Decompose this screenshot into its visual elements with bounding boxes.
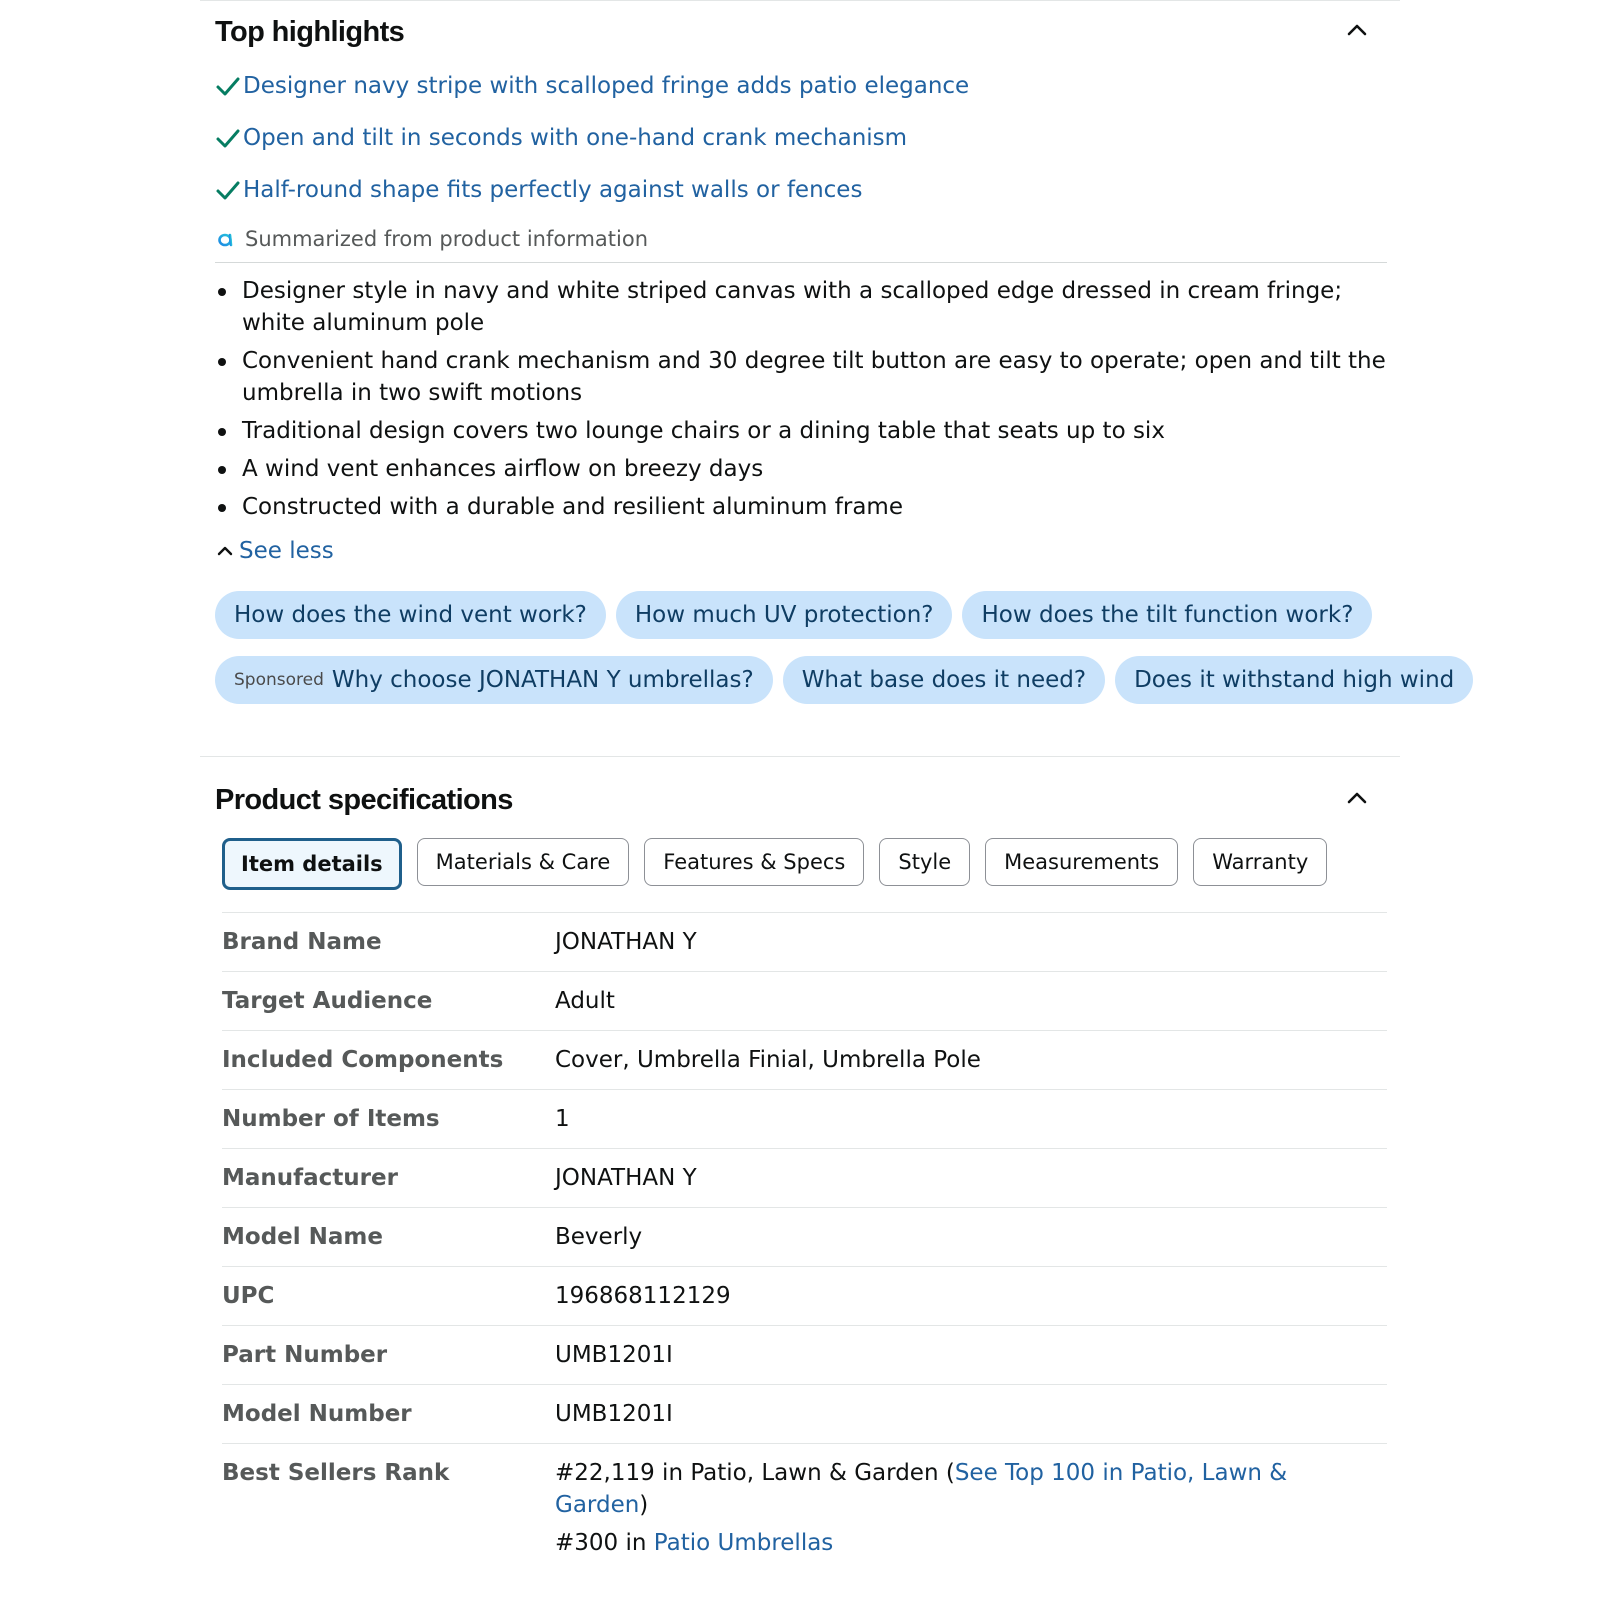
tab-warranty[interactable]: Warranty (1193, 838, 1327, 886)
tab-materials-care[interactable]: Materials & Care (417, 838, 630, 886)
collapse-highlights-button[interactable] (1341, 14, 1373, 46)
table-row (222, 1444, 1387, 1573)
section-title-product-specifications: Product specifications (215, 784, 513, 816)
tab-measurements[interactable]: Measurements (985, 838, 1178, 886)
section-title-top-highlights: Top highlights (215, 16, 405, 48)
spec-key: Target Audience (222, 988, 433, 1014)
chevron-up-icon (215, 541, 235, 561)
feature-bullets (215, 263, 1387, 523)
spec-key: Model Name (222, 1224, 383, 1250)
spec-table (222, 912, 1387, 1572)
table-row (222, 1326, 1387, 1385)
rank-text: #300 in (555, 1530, 654, 1556)
sponsored-chip[interactable] (215, 656, 773, 704)
table-row (222, 972, 1387, 1031)
rank-line (555, 1527, 1387, 1559)
ai-sparkle-icon (215, 228, 237, 250)
spec-key: Best Sellers Rank (222, 1460, 450, 1486)
table-row (222, 1149, 1387, 1208)
product-specifications-section (215, 768, 1387, 1572)
rank-line (555, 1457, 1387, 1521)
table-row (222, 1090, 1387, 1149)
spec-key: Model Number (222, 1401, 412, 1427)
table-row (222, 1385, 1387, 1444)
section-divider (200, 756, 1400, 757)
category-link[interactable]: Patio Umbrellas (653, 1530, 834, 1556)
bullet-item: A wind vent enhances airflow on breezy days (215, 453, 1387, 485)
highlight-item[interactable] (215, 60, 1387, 112)
spec-key: Manufacturer (222, 1165, 398, 1191)
spec-value: UMB1201I (555, 1401, 673, 1427)
bullet-item: Traditional design covers two lounge chairs or a dining table that seats up to six (215, 415, 1387, 447)
spec-value: 196868112129 (555, 1283, 731, 1309)
spec-value: Adult (555, 988, 615, 1014)
spec-key: Number of Items (222, 1106, 440, 1132)
highlight-text: Open and tilt in seconds with one-hand crank mechanism (243, 125, 908, 151)
table-row (222, 1031, 1387, 1090)
spec-value: Beverly (555, 1224, 643, 1250)
sponsored-chip-text: Why choose JONATHAN Y umbrellas? (331, 667, 754, 693)
summary-text: Summarized from product information (245, 227, 649, 251)
highlight-list (215, 60, 1387, 216)
checkmark-icon (215, 125, 241, 151)
question-chip[interactable]: How does the tilt function work? (962, 591, 1372, 639)
specifications-header (215, 768, 1387, 828)
spec-key: Part Number (222, 1342, 388, 1368)
best-sellers-rank-value (555, 1444, 1387, 1573)
see-less-label: See less (239, 538, 334, 564)
question-chip[interactable]: What base does it need? (783, 656, 1105, 704)
checkmark-icon (215, 73, 241, 99)
tab-item-details[interactable]: Item details (222, 838, 402, 890)
bullet-item: Constructed with a durable and resilient aluminum frame (215, 491, 1387, 523)
ai-summary-note (215, 216, 1387, 262)
top-highlights-header (215, 0, 1387, 60)
rank-text: #22,119 in Patio, Lawn & Garden ( (555, 1460, 955, 1486)
question-chips-row-1 (215, 591, 1387, 639)
spec-value: JONATHAN Y (555, 929, 697, 955)
top-highlights-section (215, 0, 1455, 704)
spec-key: Included Components (222, 1047, 504, 1073)
table-row (222, 1208, 1387, 1267)
spec-key: Brand Name (222, 929, 382, 955)
tab-style[interactable]: Style (879, 838, 970, 886)
checkmark-icon (215, 177, 241, 203)
collapse-specifications-button[interactable] (1341, 782, 1373, 814)
highlight-item[interactable] (215, 164, 1387, 216)
question-chip[interactable]: How does the wind vent work? (215, 591, 606, 639)
rank-text: ) (639, 1492, 649, 1518)
bullet-item: Designer style in navy and white striped canvas with a scalloped edge dressed in cream fringe; white aluminum pole (215, 275, 1387, 339)
question-chips-row-2 (215, 656, 1455, 704)
bullet-item: Convenient hand crank mechanism and 30 degree tilt button are easy to operate; open and tilt the umbrella in two swift motions (215, 345, 1387, 409)
highlight-text: Designer navy stripe with scalloped fringe adds patio elegance (243, 73, 970, 99)
spec-value: 1 (555, 1106, 570, 1132)
tab-features-specs[interactable]: Features & Specs (644, 838, 864, 886)
highlight-text: Half-round shape fits perfectly against walls or fences (243, 177, 863, 203)
spec-tabs (222, 838, 1387, 890)
top-100-link[interactable]: See Top 100 in Patio, Lawn & Garden (555, 1460, 1288, 1518)
sponsored-label: Sponsored (234, 670, 324, 690)
question-chip[interactable]: How much UV protection? (616, 591, 953, 639)
spec-key: UPC (222, 1283, 275, 1309)
question-chip[interactable]: Does it withstand high wind (1115, 656, 1473, 704)
highlight-item[interactable] (215, 112, 1387, 164)
table-row (222, 1267, 1387, 1326)
spec-value: UMB1201I (555, 1342, 673, 1368)
spec-value: Cover, Umbrella Finial, Umbrella Pole (555, 1047, 981, 1073)
table-row (222, 913, 1387, 972)
spec-value: JONATHAN Y (555, 1165, 697, 1191)
see-less-link[interactable] (215, 529, 1387, 573)
chevron-up-icon (1341, 782, 1373, 814)
chevron-up-icon (1341, 14, 1373, 46)
